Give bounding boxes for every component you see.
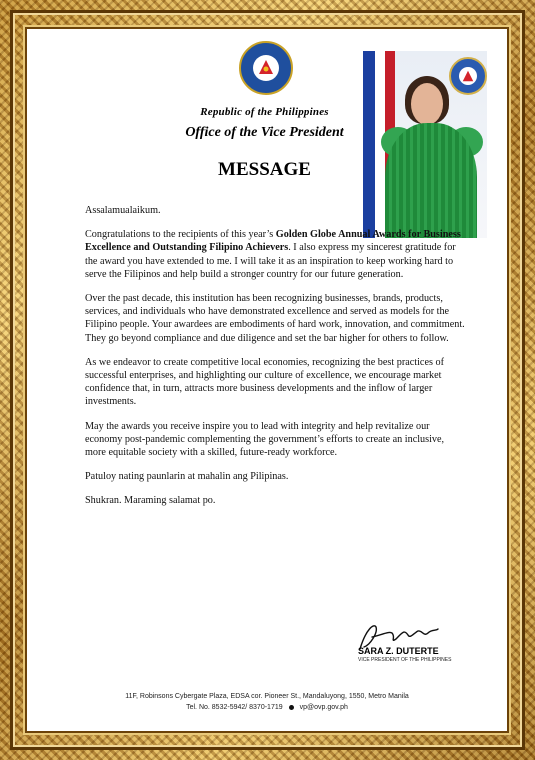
republic-label: Republic of the Philippines [200, 106, 329, 118]
paragraph-6: Shukran. Maraming salamat po. [85, 495, 216, 507]
portrait-face [411, 83, 443, 125]
paragraph-5: Patuloy nating paunlarin at mahalin ang Pilipinas. [85, 471, 289, 483]
bullet-icon [289, 705, 294, 710]
paragraph-4: May the awards you receive inspire you to lead with integrity and help revitalize our economy post-pandemic complementing the government’s efforts to create an inclusive, more equitable society with a skilled, future-ready workforce. [85, 420, 445, 459]
office-label: Office of the Vice President [185, 125, 344, 140]
letter-page [27, 29, 507, 731]
ovp-seal-icon [239, 41, 293, 95]
signatory-name: SARA Z. DUTERTE [358, 646, 439, 656]
letter-body [85, 204, 465, 519]
footer-address: 11F, Robinsons Cybergate Plaza, EDSA cor. Pioneer St., Mandaluyong, 1550, Metro Manila [125, 693, 409, 700]
footer-tel: Tel. No. 8532-5942/ 8370-1719 [186, 704, 283, 711]
footer-contact [27, 704, 507, 711]
paragraph-2: Over the past decade, this institution has been recognizing businesses, brands, products, services, and individuals who have demonstrated excellence and served as models for the Filipino people. Your awardees are embodiments of hard work, innovation, and commitment. They go beyond compliance and due diligence and set the bar higher for others to follow. [85, 293, 465, 344]
greeting: Assalamualaikum. [85, 205, 161, 216]
award-name: Golden Globe Annual Awards for Business Excellence and Outstanding Filipino Achievers [85, 229, 461, 254]
triangle-sun-icon [258, 59, 274, 75]
paragraph-1: Congratulations to the recipients of this year’s Golden Globe Annual Awards for Business Excellence and Outstanding Filipino Achievers. I also express my sincerest gratitude for the award you have extended to me. I will take it as an inspiration to keep working hard to serve the Filipinos and help build a stronger country for our future generation. [85, 229, 461, 280]
wall-seal-icon [449, 57, 487, 95]
paragraph-3: As we endeavor to create competitive local economies, recognizing the best practices of successful enterprises, and highlighting our culture of excellence, we encourage market confidence that, in turn, attracts more business developments and the inflow of larger investments. [85, 356, 444, 408]
triangle-icon [462, 70, 474, 82]
signatory-title: VICE PRESIDENT OF THE PHILIPPINES [358, 657, 452, 663]
page-title: MESSAGE [218, 159, 311, 180]
signature-block [352, 619, 472, 669]
footer-email[interactable]: vp@ovp.gov.ph [299, 704, 348, 711]
